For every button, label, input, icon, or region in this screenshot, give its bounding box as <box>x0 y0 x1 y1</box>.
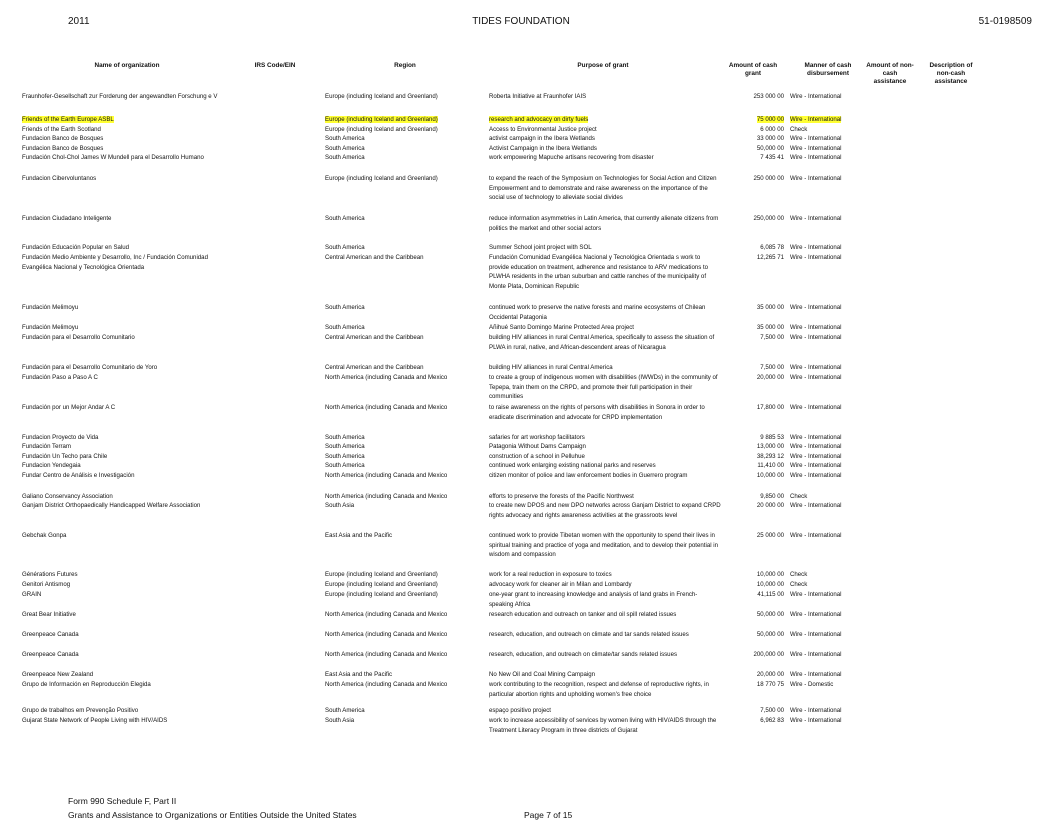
cell-region: South America <box>325 145 365 152</box>
cell-manner: Wire - International <box>790 324 842 331</box>
footer-form-title: Form 990 Schedule F, Part II <box>68 796 177 806</box>
cell-purpose: Añihué Santo Domingo Marine Protected Area project <box>489 324 634 331</box>
cell-purpose: espaço positivo project <box>489 707 551 714</box>
cell-amount: 7,500 00 <box>760 707 784 714</box>
cell-name: Greenpeace Canada <box>22 631 79 638</box>
cell-region: South America <box>325 154 365 161</box>
cell-amount: 7,500 00 <box>760 364 784 371</box>
cell-region: Europe (including Iceland and Greenland) <box>325 571 438 578</box>
cell-name <box>22 115 237 125</box>
cell-region: South America <box>325 135 365 142</box>
cell-manner: Wire - International <box>790 707 842 714</box>
cell-name: GRAIN <box>22 591 42 598</box>
column-header-noncash: Amount of non- cash assistance <box>866 62 914 85</box>
cell-region: North America (including Canada and Mexico <box>325 472 448 479</box>
cell-name: Fundacion Ciudadano Inteligente <box>22 215 112 222</box>
cell-region: South America <box>325 453 365 460</box>
cell-region: South America <box>325 462 365 469</box>
cell-amount <box>722 115 784 125</box>
column-header-irs: IRS Code/EIN <box>254 62 296 69</box>
column-header-amount: Amount of cash grant <box>728 62 778 77</box>
cell-name: Fundación Terram <box>22 443 71 450</box>
cell-region: North America (including Canada and Mexico <box>325 493 448 500</box>
cell-manner: Wire - International <box>790 671 842 678</box>
cell-manner: Wire - International <box>790 244 842 251</box>
cell-purpose: continued work enlarging existing national parks and reserves <box>489 462 656 469</box>
cell-manner: Wire - International <box>790 611 842 618</box>
cell-amount: 20 000 00 <box>756 502 784 509</box>
column-header-description: Description of non-cash assistance <box>929 62 973 85</box>
cell-purpose: research, education, and outreach on climate/tar sands related issues <box>489 651 677 658</box>
cell-name: Greenpeace Canada <box>22 651 79 658</box>
cell-manner: Wire - International <box>790 462 842 469</box>
cell-purpose: construction of a school in Pelluhue <box>489 453 585 460</box>
cell-region: Europe (including Iceland and Greenland) <box>325 581 438 588</box>
cell-manner: Wire - International <box>790 304 842 311</box>
cell-purpose: to raise awareness on the rights of persons with disabilities in Sonora in order to eradicate discrimination and advocate for CRPD implementation <box>489 404 705 421</box>
highlight-mark: research and advocacy on dirty fuels <box>489 116 589 123</box>
cell-amount: 50,000 00 <box>756 631 784 638</box>
cell-purpose: Roberta Initiative at Fraunhofer IAIS <box>489 93 587 100</box>
cell-name: Fundar Centro de Análisis e Investigación <box>22 472 135 479</box>
cell-manner: Wire - International <box>790 717 842 724</box>
cell-name: Fundación Melimoyu <box>22 324 79 331</box>
cell-manner: Check <box>790 571 808 578</box>
cell-amount: 41,115 00 <box>757 591 784 598</box>
cell-manner <box>790 115 860 125</box>
cell-amount: 13,000 00 <box>756 443 784 450</box>
column-header-region: Region <box>394 62 416 69</box>
cell-manner: Wire - International <box>790 175 842 182</box>
cell-amount: 11,410 00 <box>757 462 784 469</box>
highlight-mark: Europe (including Iceland and Greenland) <box>325 116 438 123</box>
cell-region: South America <box>325 244 365 251</box>
cell-amount: 6 000 00 <box>760 126 784 133</box>
cell-amount: 10,000 00 <box>756 581 784 588</box>
cell-purpose: Summer School joint project with SOL <box>489 244 592 251</box>
cell-region: South America <box>325 324 365 331</box>
cell-purpose: to create new DPOS and new DPO networks across Ganjam District to expand CRPD rights advocacy and rights awareness activities at the grassroots level <box>489 502 721 519</box>
cell-amount: 35 000 00 <box>756 324 784 331</box>
cell-purpose: No New Oil and Coal Mining Campaign <box>489 671 596 678</box>
cell-region: North America (including Canada and Mexico <box>325 611 448 618</box>
cell-purpose: building HIV alliances in rural Central America <box>489 364 613 371</box>
cell-name: Grupo de trabalhos em Prevenção Positivo <box>22 707 139 714</box>
cell-amount: 9,850 00 <box>760 493 784 500</box>
cell-manner: Check <box>790 126 808 133</box>
cell-region: Central American and the Caribbean <box>325 254 424 261</box>
cell-region: North America (including Canada and Mexico <box>325 374 448 381</box>
cell-name: Fundación Melimoyu <box>22 304 79 311</box>
cell-purpose: activist campaign in the Ibera Wetlands <box>489 135 595 142</box>
cell-manner: Wire - International <box>790 334 842 341</box>
cell-region: Europe (including Iceland and Greenland) <box>325 591 438 598</box>
cell-amount: 9 885 53 <box>760 434 784 441</box>
cell-name: Galiano Conservancy Association <box>22 493 113 500</box>
cell-region: South America <box>325 434 365 441</box>
cell-purpose: Fundación Comunidad Evangélica Nacional y Tecnológica Orientada s work to provide education on treatment, adherence and resistance to ARV medications to PLWHA residents in the urban suburban and cattle ranches of the municipality of Monte Plata, Dominican Republic <box>489 254 709 290</box>
cell-name: Fundación Un Techo para Chile <box>22 453 108 460</box>
cell-name: Friends of the Earth Scotland <box>22 126 101 133</box>
cell-purpose: Patagonia Without Dams Campaign <box>489 443 586 450</box>
cell-region: East Asia and the Pacific <box>325 671 393 678</box>
cell-manner: Wire - International <box>790 145 842 152</box>
cell-amount: 7 435 41 <box>760 154 784 161</box>
cell-name: Fundacion Proyecto de Vida <box>22 434 99 441</box>
cell-manner: Wire - International <box>790 154 842 161</box>
cell-amount: 35 000 00 <box>756 304 784 311</box>
cell-region: Europe (including Iceland and Greenland) <box>325 93 438 100</box>
cell-amount: 38,293 12 <box>756 453 784 460</box>
cell-purpose: research education and outreach on tanker and oil spill related issues <box>489 611 677 618</box>
cell-amount: 200,000 00 <box>753 651 784 658</box>
ein-number: 51-0198509 <box>978 16 1032 27</box>
cell-name: Ganjam District Orthopaedically Handicapped Welfare Association <box>22 502 201 509</box>
cell-region: North America (including Canada and Mexico <box>325 681 448 688</box>
cell-amount: 18 770 75 <box>756 681 784 688</box>
cell-region: South America <box>325 443 365 450</box>
cell-amount: 50,000 00 <box>756 611 784 618</box>
cell-name: Fundación Chol-Chol James W Mundell para el Desarrollo Humano <box>22 154 204 161</box>
cell-region: South Asia <box>325 717 355 724</box>
cell-purpose: Access to Environmental Justice project <box>489 126 597 133</box>
cell-manner: Wire - International <box>790 651 842 658</box>
report-year: 2011 <box>68 16 90 27</box>
cell-purpose: work for a real reduction in exposure to toxics <box>489 571 612 578</box>
cell-name: Fundación Medio Ambiente y Desarrollo, Inc / Fundación Comunidad Evangélica Nacional y Tecnológica Orientada <box>22 254 208 271</box>
cell-name: Greenpeace New Zealand <box>22 671 94 678</box>
cell-purpose: continued work to provide Tibetan women with the opportunity to spend their lives in spiritual training and practice of yoga and meditation, and to develop their potential in wisdom and compassion <box>489 532 719 559</box>
cell-amount: 50,000 00 <box>756 145 784 152</box>
cell-manner: Wire - International <box>790 453 842 460</box>
column-header-name: Name of organization <box>94 62 160 69</box>
cell-region: South America <box>325 215 365 222</box>
highlight-mark: 75 000 00 <box>756 116 784 123</box>
cell-purpose: one-year grant to increasing knowledge and analysis of land grabs in French-speaking Africa <box>489 591 698 608</box>
page-number: Page 7 of 15 <box>524 810 573 820</box>
cell-manner: Wire - International <box>790 135 842 142</box>
cell-amount: 253 000 00 <box>753 93 784 100</box>
cell-purpose: efforts to preserve the forests of the Pacific Northwest <box>489 493 634 500</box>
cell-region: Europe (including Iceland and Greenland) <box>325 126 438 133</box>
cell-region: North America (including Canada and Mexico <box>325 631 448 638</box>
cell-name: Genitori Antismog <box>22 581 71 588</box>
cell-name: Fundación para el Desarrollo Comunitario <box>22 334 135 341</box>
cell-name: Fundacion Banco de Bosques <box>22 135 104 142</box>
cell-region: North America (including Canada and Mexico <box>325 404 448 411</box>
cell-name: Grupo de Información en Reproducción Elegida <box>22 681 151 688</box>
cell-amount: 250 000 00 <box>753 175 784 182</box>
cell-name: Fundación por un Mejor Andar A C <box>22 404 116 411</box>
cell-manner: Wire - International <box>790 631 842 638</box>
cell-region <box>325 115 485 125</box>
column-header-manner: Manner of cash disbursement <box>804 62 852 77</box>
cell-manner: Wire - Domestic <box>790 681 834 688</box>
cell-purpose: continued work to preserve the native forests and marine ecosystems of Chilean Occidental Patagonia <box>489 304 706 321</box>
cell-manner: Wire - International <box>790 591 842 598</box>
cell-amount: 7,500 00 <box>760 334 784 341</box>
cell-name: Fraunhofer-Gesellschaft zur Forderung der angewandten Forschung e V <box>22 93 218 100</box>
cell-purpose: work contributing to the recognition, respect and defense of reproductive rights, in particular abortion rights and upholding women's free choice <box>489 681 709 698</box>
cell-name: Great Bear Initiative <box>22 611 76 618</box>
highlight-mark: Wire - International <box>790 116 842 123</box>
footer-part-title: Grants and Assistance to Organizations or Entities Outside the United States <box>68 810 357 820</box>
cell-name: Fundación para el Desarrollo Comunitario de Yoro <box>22 364 158 371</box>
cell-manner: Wire - International <box>790 364 842 371</box>
cell-amount: 10,000 00 <box>756 571 784 578</box>
cell-amount: 12,265 71 <box>756 254 784 261</box>
column-header-purpose: Purpose of grant <box>577 62 629 69</box>
cell-manner: Wire - International <box>790 434 842 441</box>
cell-amount: 6,962 83 <box>760 717 784 724</box>
cell-purpose: to expand the reach of the Symposium on Technologies for Social Action and Citizen Empowerment and to demonstrate and raise awareness on the importance of the social use of technology to alleviate social divides <box>489 175 717 202</box>
cell-purpose: building HIV alliances in rural Central America, specifically to assess the situation of PLWA in rural, native, and African-descendent areas of Nicaragua <box>489 334 715 351</box>
cell-purpose: advocacy work for cleaner air in Milan and Lombardy <box>489 581 632 588</box>
cell-amount: 17,800 00 <box>756 404 784 411</box>
cell-manner: Check <box>790 581 808 588</box>
cell-purpose: citizen monitor of police and law enforcement bodies in Guerrero program <box>489 472 688 479</box>
cell-region: Central American and the Caribbean <box>325 364 424 371</box>
cell-region: Central American and the Caribbean <box>325 334 424 341</box>
cell-name: Gujarat State Network of People Living with HIV/AIDS <box>22 717 168 724</box>
cell-amount: 10,000 00 <box>756 472 784 479</box>
cell-manner: Wire - International <box>790 443 842 450</box>
cell-region: Europe (including Iceland and Greenland) <box>325 175 438 182</box>
cell-amount: 33 000 00 <box>756 135 784 142</box>
cell-manner: Check <box>790 493 808 500</box>
cell-region: East Asia and the Pacific <box>325 532 393 539</box>
cell-name: Fundacion Yendegaia <box>22 462 81 469</box>
cell-purpose: work empowering Mapuche artisans recovering from disaster <box>489 154 654 161</box>
cell-name: Fundacion Banco de Bosques <box>22 145 104 152</box>
cell-purpose: research, education, and outreach on climate and tar sands related issues <box>489 631 689 638</box>
cell-region: North America (including Canada and Mexico <box>325 651 448 658</box>
cell-amount: 250,000 00 <box>753 215 784 222</box>
cell-purpose: safaries for art workshop facilitators <box>489 434 585 441</box>
cell-manner: Wire - International <box>790 404 842 411</box>
cell-amount: 20,000 00 <box>756 374 784 381</box>
cell-name: Gebchak Gonpa <box>22 532 67 539</box>
cell-purpose: reduce information asymmetries in Latin America, that currently alienate citizens from politics the market and other social actors <box>489 215 719 232</box>
cell-manner: Wire - International <box>790 374 842 381</box>
cell-purpose <box>489 115 721 125</box>
cell-name: Générations Futures <box>22 571 78 578</box>
cell-manner: Wire - International <box>790 502 842 509</box>
highlight-mark: Friends of the Earth Europe ASBL <box>22 116 114 123</box>
cell-name: Fundación Educación Popular en Salud <box>22 244 130 251</box>
cell-amount: 25 000 00 <box>756 532 784 539</box>
cell-region: South Asia <box>325 502 355 509</box>
foundation-name: TIDES FOUNDATION <box>472 16 570 27</box>
cell-manner: Wire - International <box>790 532 842 539</box>
cell-region: South America <box>325 707 365 714</box>
cell-region: South America <box>325 304 365 311</box>
cell-purpose: to create a group of indigenous women with disabilities (IWWDs) in the community of Tepepa, train them on the CRPD, and promote their full participation in their communities <box>489 374 718 401</box>
cell-amount: 20,000 00 <box>756 671 784 678</box>
cell-name: Fundación Paso a Paso A C <box>22 374 98 381</box>
cell-amount: 6,085 78 <box>760 244 784 251</box>
cell-manner: Wire - International <box>790 472 842 479</box>
cell-purpose: Activist Campaign in the Ibera Wetlands <box>489 145 597 152</box>
cell-name: Fundacion Cibervoluntanos <box>22 175 97 182</box>
cell-manner: Wire - International <box>790 254 842 261</box>
cell-purpose: work to increase accessibility of services by women living with HIV/AIDS through the Treatment Literacy Program in three districts of Gujarat <box>489 717 717 734</box>
cell-manner: Wire - International <box>790 93 842 100</box>
cell-manner: Wire - International <box>790 215 842 222</box>
